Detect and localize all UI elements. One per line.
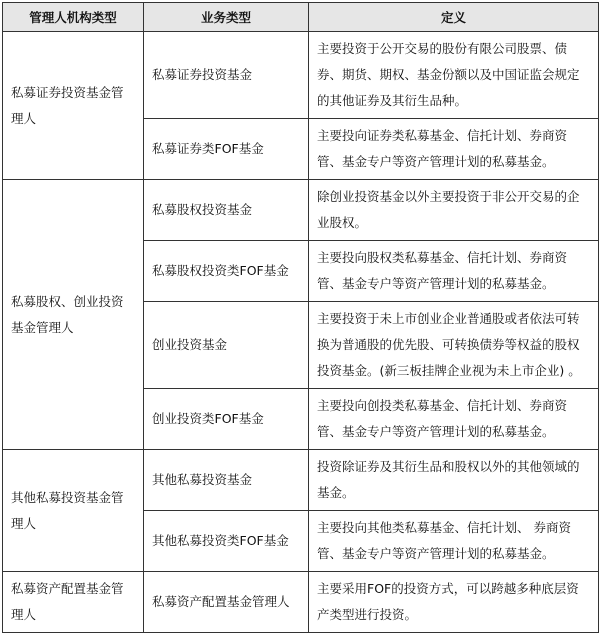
definition-cell: 主要投向其他类私募基金、信托计划、 券商资管、基金专户等资产管理计划的私募基金。 — [309, 511, 599, 572]
definition-cell: 投资除证券及其衍生品和股权以外的其他领域的基金。 — [309, 450, 599, 511]
business-type-cell: 私募股权投资类FOF基金 — [144, 241, 309, 302]
business-type-cell: 私募资产配置基金管理人 — [144, 572, 309, 633]
business-type-cell: 私募证券投资基金 — [144, 32, 309, 119]
business-type-cell: 私募股权投资基金 — [144, 180, 309, 241]
header-manager-type: 管理人机构类型 — [3, 3, 144, 32]
manager-category-cell: 私募证券投资基金管理人 — [3, 32, 144, 180]
manager-category-cell: 私募资产配置基金管理人 — [3, 572, 144, 633]
header-definition: 定义 — [309, 3, 599, 32]
business-type-cell: 私募证券类FOF基金 — [144, 119, 309, 180]
definition-cell: 主要投资于公开交易的股份有限公司股票、债券、期货、期权、基金份额以及中国证监会规定的其他证券及其衍生品种。 — [309, 32, 599, 119]
definition-cell: 除创业投资基金以外主要投资于非公开交易的企业股权。 — [309, 180, 599, 241]
definition-cell: 主要投向创投类私募基金、信托计划、券商资管、基金专户等资产管理计划的私募基金。 — [309, 389, 599, 450]
manager-category-cell: 私募股权、创业投资基金管理人 — [3, 180, 144, 450]
business-type-cell: 其他私募投资基金 — [144, 450, 309, 511]
manager-category-cell: 其他私募投资基金管理人 — [3, 450, 144, 572]
table-row — [3, 572, 599, 633]
table-row — [3, 450, 599, 511]
table-row — [3, 180, 599, 241]
fund-manager-table — [2, 2, 599, 633]
definition-cell: 主要投向股权类私募基金、信托计划、券商资管、基金专户等资产管理计划的私募基金。 — [309, 241, 599, 302]
business-type-cell: 创业投资类FOF基金 — [144, 389, 309, 450]
definition-cell: 主要投向证券类私募基金、信托计划、券商资管、基金专户等资产管理计划的私募基金。 — [309, 119, 599, 180]
table-row — [3, 32, 599, 119]
business-type-cell: 创业投资基金 — [144, 302, 309, 389]
header-business-type: 业务类型 — [144, 3, 309, 32]
business-type-cell: 其他私募投资类FOF基金 — [144, 511, 309, 572]
definition-cell: 主要投资于未上市创业企业普通股或者依法可转换为普通股的优先股、可转换债券等权益的股权投资基金。(新三板挂牌企业视为未上市企业) 。 — [309, 302, 599, 389]
header-row — [3, 3, 599, 32]
definition-cell: 主要采用FOF的投资方式，可以跨越多种底层资产类型进行投资。 — [309, 572, 599, 633]
